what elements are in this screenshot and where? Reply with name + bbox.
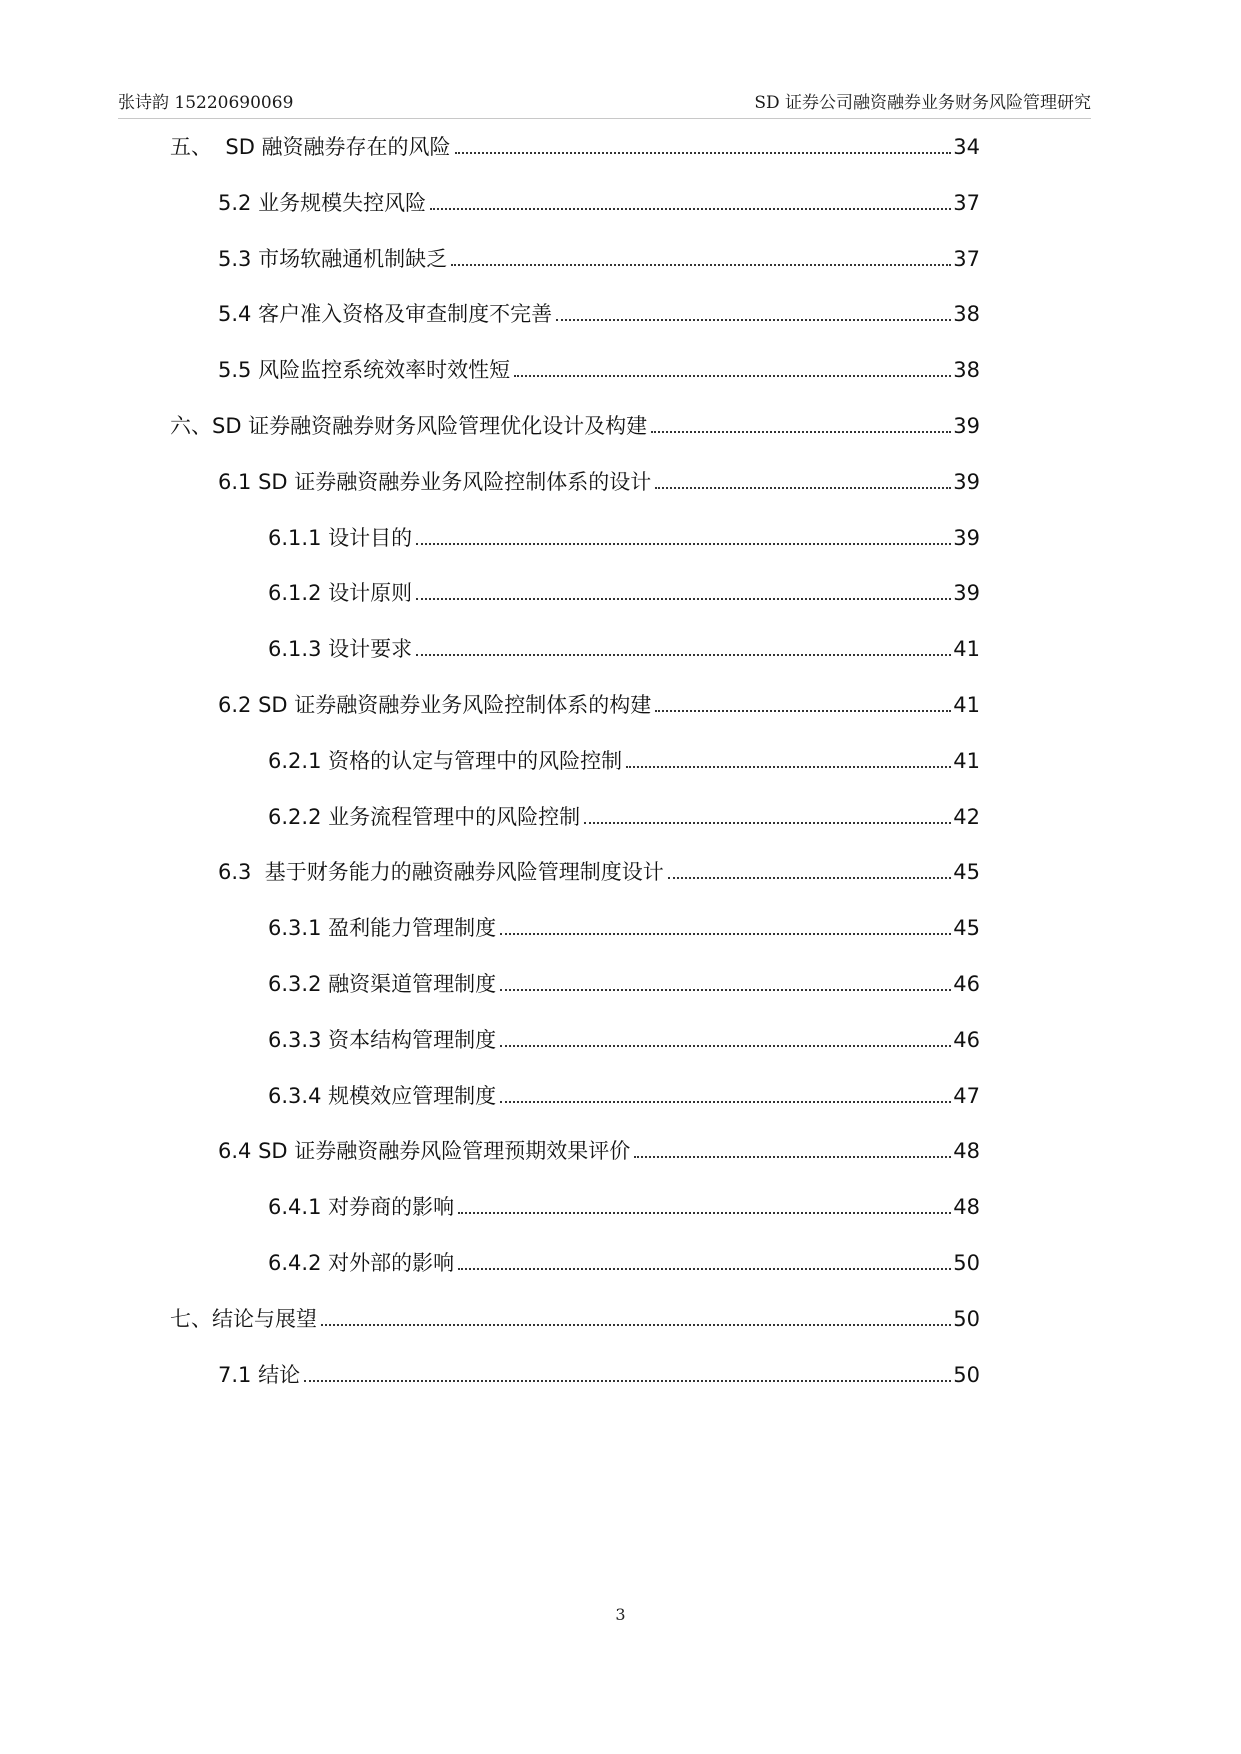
toc-dot-leader: [451, 264, 951, 266]
toc-entry[interactable]: [268, 1192, 980, 1222]
toc-entry[interactable]: [218, 467, 980, 497]
toc-entry[interactable]: [170, 1304, 980, 1334]
toc-entry-page: 42: [953, 805, 980, 829]
toc-entry-title: 业务流程管理中的风险控制: [328, 805, 581, 829]
toc-entry[interactable]: [268, 1025, 980, 1055]
toc-dot-leader: [458, 1268, 951, 1270]
toc-entry-number: 6.2: [218, 693, 259, 717]
toc-dot-leader: [668, 877, 952, 879]
toc-dot-leader: [651, 431, 951, 433]
toc-entry[interactable]: [268, 523, 980, 553]
toc-entry[interactable]: [218, 1360, 980, 1390]
toc-dot-leader: [416, 654, 951, 656]
toc-dot-leader: [514, 375, 951, 377]
toc-entry-number: 6.3.3: [268, 1028, 329, 1052]
toc-dot-leader: [416, 543, 951, 545]
toc-entry-number: 七、: [170, 1307, 212, 1331]
toc-entry-title: SD 融资融券存在的风险: [225, 135, 451, 159]
toc-entry-number: 5.5: [218, 358, 259, 382]
toc-entry-page: 50: [953, 1307, 980, 1331]
toc-entry-title: SD 证券融资融券业务风险控制体系的设计: [258, 470, 652, 494]
toc-entry-number: 6.3.1: [268, 916, 329, 940]
toc-entry-title: 对券商的影响: [328, 1195, 455, 1219]
toc-entry[interactable]: [268, 578, 980, 608]
toc-entry-number: 6.2.1: [268, 749, 329, 773]
toc-dot-leader: [500, 933, 951, 935]
toc-entry[interactable]: [268, 802, 980, 832]
toc-entry-title: 设计要求: [328, 637, 413, 661]
toc-entry-page: 39: [953, 581, 980, 605]
toc-entry-page: 50: [953, 1251, 980, 1275]
toc-entry[interactable]: [218, 355, 980, 385]
toc-entry-title: 结论与展望: [212, 1307, 317, 1331]
toc-dot-leader: [321, 1324, 951, 1326]
toc-entry-page: 41: [953, 637, 980, 661]
toc-dot-leader: [304, 1380, 951, 1382]
toc-dot-leader: [556, 319, 951, 321]
toc-entry-number: 6.1.3: [268, 637, 329, 661]
toc-entry-title: 业务规模失控风险: [258, 191, 427, 215]
toc-dot-leader: [458, 1212, 951, 1214]
toc-entry-number: 6.2.2: [268, 805, 329, 829]
toc-entry[interactable]: [170, 411, 980, 441]
toc-dot-leader: [655, 487, 951, 489]
page-number: 3: [615, 1605, 626, 1624]
toc-entry[interactable]: [268, 1081, 980, 1111]
toc-entry-title: 客户准入资格及审查制度不完善: [258, 302, 553, 326]
toc-entry-page: 38: [953, 358, 980, 382]
toc-entry-number: 7.1: [218, 1363, 259, 1387]
toc-dot-leader: [500, 1101, 951, 1103]
toc-entry-page: 46: [953, 1028, 980, 1052]
toc-entry-page: 34: [953, 135, 980, 159]
toc-entry[interactable]: [218, 1136, 980, 1166]
toc-entry[interactable]: [218, 188, 980, 218]
toc-entry[interactable]: [268, 746, 980, 776]
header-title: SD 证券公司融资融券业务财务风险管理研究: [754, 93, 1091, 113]
toc-entry-number: 6.3.4: [268, 1084, 329, 1108]
toc-entry[interactable]: [268, 634, 980, 664]
toc-entry-page: 39: [953, 526, 980, 550]
toc-entry-page: 47: [953, 1084, 980, 1108]
toc-entry-page: 41: [953, 693, 980, 717]
toc-entry-title: 设计目的: [328, 526, 413, 550]
toc-entry-number: 5.2: [218, 191, 259, 215]
toc-entry-page: 48: [953, 1139, 980, 1163]
toc-entry-title: 基于财务能力的融资融券风险管理制度设计: [264, 860, 664, 884]
toc-entry[interactable]: [268, 1248, 980, 1278]
toc-entry-title: 规模效应管理制度: [328, 1084, 497, 1108]
toc-entry[interactable]: [218, 299, 980, 329]
toc-entry-title: SD 证券融资融券风险管理预期效果评价: [258, 1139, 631, 1163]
toc-entry[interactable]: [218, 244, 980, 274]
toc-entry-title: 资格的认定与管理中的风险控制: [328, 749, 623, 773]
toc-entry-number: 6.1.1: [268, 526, 329, 550]
header-author: 张诗韵 15220690069: [118, 93, 294, 113]
toc-entry-page: 45: [953, 916, 980, 940]
toc-dot-leader: [626, 766, 951, 768]
toc-entry-page: 50: [953, 1363, 980, 1387]
toc-entry[interactable]: [268, 969, 980, 999]
toc-dot-leader: [430, 208, 951, 210]
toc-entry-number: 6.3.2: [268, 972, 329, 996]
toc-dot-leader: [500, 989, 951, 991]
toc-dot-leader: [655, 710, 951, 712]
toc-entry-number: 6.4.1: [268, 1195, 329, 1219]
toc-entry-number: 5.4: [218, 302, 259, 326]
toc-entry-number: 六、: [170, 414, 212, 438]
toc-dot-leader: [634, 1156, 951, 1158]
toc-entry-title: 设计原则: [328, 581, 413, 605]
toc-entry[interactable]: [218, 690, 980, 720]
toc-entry-title: 风险监控系统效率时效性短: [258, 358, 511, 382]
toc-entry-number: 6.4: [218, 1139, 259, 1163]
toc-entry[interactable]: [268, 913, 980, 943]
toc-entry-page: 45: [953, 860, 980, 884]
toc-entry-title: 盈利能力管理制度: [328, 916, 497, 940]
toc-entry-page: 37: [953, 247, 980, 271]
toc-entry-page: 37: [953, 191, 980, 215]
toc-entry[interactable]: [218, 857, 980, 887]
toc-dot-leader: [416, 598, 951, 600]
toc-entry-title: 对外部的影响: [328, 1251, 455, 1275]
toc-dot-leader: [584, 822, 951, 824]
toc-entry-number: 6.1.2: [268, 581, 329, 605]
toc-entry-title: 市场软融通机制缺乏: [258, 247, 448, 271]
toc-entry-page: 48: [953, 1195, 980, 1219]
toc-entry-title: SD 证券融资融券财务风险管理优化设计及构建: [212, 414, 648, 438]
toc-entry-page: 38: [953, 302, 980, 326]
toc-entry-page: 46: [953, 972, 980, 996]
toc-entry-page: 39: [953, 470, 980, 494]
toc-entry-number: 5.3: [218, 247, 259, 271]
toc-entry-title: SD 证券融资融券业务风险控制体系的构建: [258, 693, 652, 717]
toc-dot-leader: [455, 152, 952, 154]
toc-entry-title: 融资渠道管理制度: [328, 972, 497, 996]
toc-entry-title: 资本结构管理制度: [328, 1028, 497, 1052]
toc-dot-leader: [500, 1045, 951, 1047]
toc-entry-number: 五、: [170, 135, 226, 159]
toc-entry-number: 6.3: [218, 860, 265, 884]
toc-entry-page: 41: [953, 749, 980, 773]
toc-entry[interactable]: [170, 132, 980, 162]
toc-entry-page: 39: [953, 414, 980, 438]
toc-entry-number: 6.4.2: [268, 1251, 329, 1275]
toc-entry-title: 结论: [258, 1363, 301, 1387]
toc-entry-number: 6.1: [218, 470, 259, 494]
